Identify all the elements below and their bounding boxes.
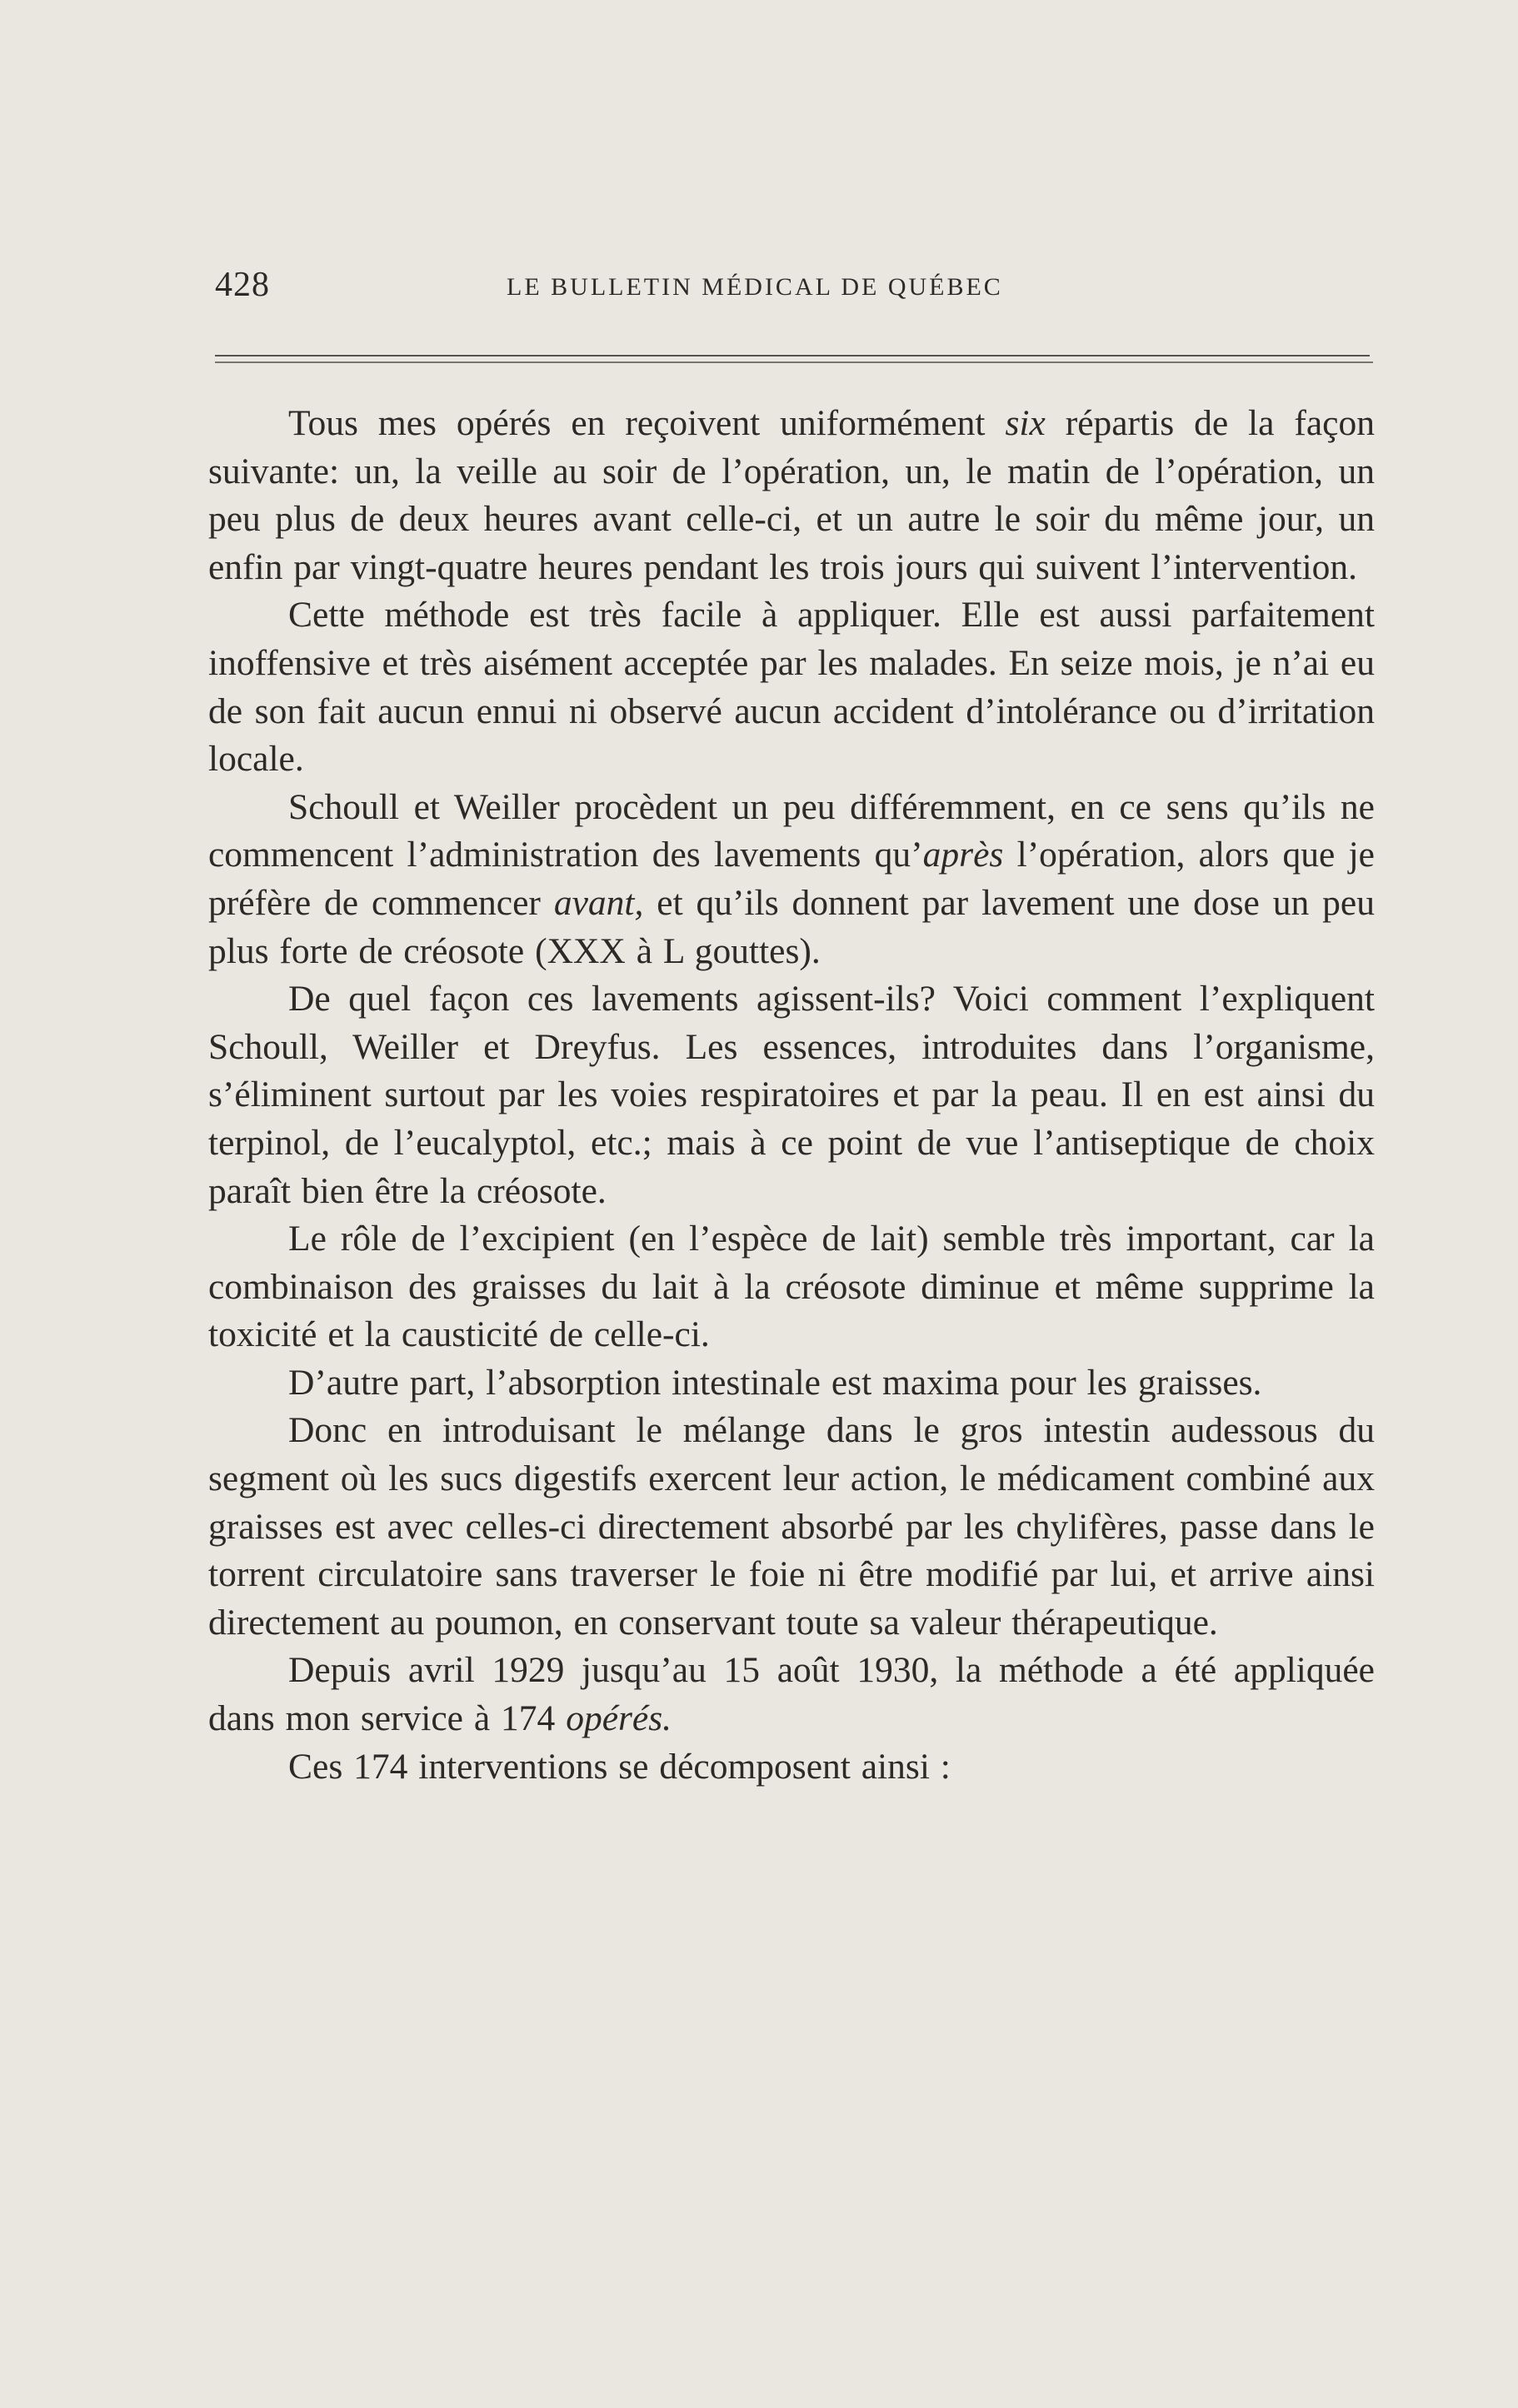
paragraph-5 — [208, 1215, 1375, 1359]
paragraph-8-text-a: Depuis avril 1929 jusqu’au 15 août 1930, la méthode a été appliquée dans mon service à 174 — [208, 1650, 1375, 1739]
body-text — [208, 400, 1375, 1791]
paragraph-2 — [208, 591, 1375, 783]
paragraph-8 — [208, 1647, 1375, 1742]
paragraph-4 — [208, 975, 1375, 1215]
paragraph-8-emphasis: opérés. — [566, 1698, 672, 1739]
paragraph-2-text: Cette méthode est très facile à appliquer. Elle est aussi parfaitement inoffensive et très aisément acceptée par les malades. En seize mois, je n’ai eu de son fait aucun ennui ni observé aucun accident d’intolérance ou d’irritation locale. — [208, 595, 1375, 780]
paragraph-9 — [208, 1743, 1375, 1792]
paragraph-3-text-b: l’opération, alors que je préfère de commencer — [208, 835, 1375, 923]
paragraph-3-text-c: et qu’ils donnent par lavement une dose un peu plus forte de créosote (XXX à L gouttes). — [208, 882, 1375, 971]
running-title: LE BULLETIN MÉDICAL DE QUÉBEC — [507, 273, 1003, 301]
paragraph-1-text-a: Tous mes opérés en reçoivent uniformément — [288, 403, 1006, 443]
paragraph-4-text: De quel façon ces lavements agissent-ils? Voici comment l’expliquent Schoull, Weiller et Dreyfus. Les essences, introduites dans l’organisme, s’éliminent surtout par les voies respiratoires et par la peau. Il en est ainsi du terpinol, de l’eucalyptol, etc.; mais à ce point de vue l’antiseptique de choix paraît bien être la créosote. — [208, 979, 1375, 1211]
paragraph-7 — [208, 1407, 1375, 1647]
paragraph-9-text: Ces 174 interventions se décomposent ainsi : — [288, 1746, 951, 1787]
paragraph-7-text: Donc en introduisant le mélange dans le gros intestin audessous du segment où les sucs digestifs exercent leur action, le médicament combiné aux graisses est avec celles-ci directement absorbé par les chylifères, passe dans le torrent circulatoire sans traverser le foie ni être modifié par lui, et arrive ainsi directement au poumon, en conservant toute sa valeur thérapeutique. — [208, 1410, 1375, 1643]
paragraph-1-emphasis: six — [1005, 403, 1046, 443]
header-rule-top — [215, 355, 1370, 356]
paragraph-1-text-b: répartis de la façon suivante: un, la veille au soir de l’opération, un, le matin de l’opération, un peu plus de deux heures avant celle-ci, et un autre le soir du même jour, un enfin par vingt-quatre heures pendant les trois jours qui suivent l’intervention. — [208, 403, 1375, 587]
paragraph-3-text-a: Schoull et Weiller procèdent un peu différemment, en ce sens qu’ils ne commencent l’administration des lavements qu’ — [208, 786, 1375, 875]
page-number: 428 — [215, 266, 270, 304]
paragraph-3 — [208, 784, 1375, 975]
paragraph-6-text: D’autre part, l’absorption intestinale est maxima pour les graisses. — [288, 1362, 1262, 1403]
page-header — [215, 265, 1373, 315]
header-rule-bottom — [215, 361, 1373, 363]
paragraph-3-emphasis-1: après — [922, 835, 1004, 875]
paragraph-5-text: Le rôle de l’excipient (en l’espèce de lait) semble très important, car la combinaison des graisses du lait à la créosote diminue et même supprime la toxicité et la causticité de celle-ci. — [208, 1219, 1375, 1355]
paragraph-3-emphasis-2: avant, — [553, 882, 644, 923]
paragraph-6 — [208, 1359, 1375, 1408]
paragraph-1 — [208, 400, 1375, 591]
